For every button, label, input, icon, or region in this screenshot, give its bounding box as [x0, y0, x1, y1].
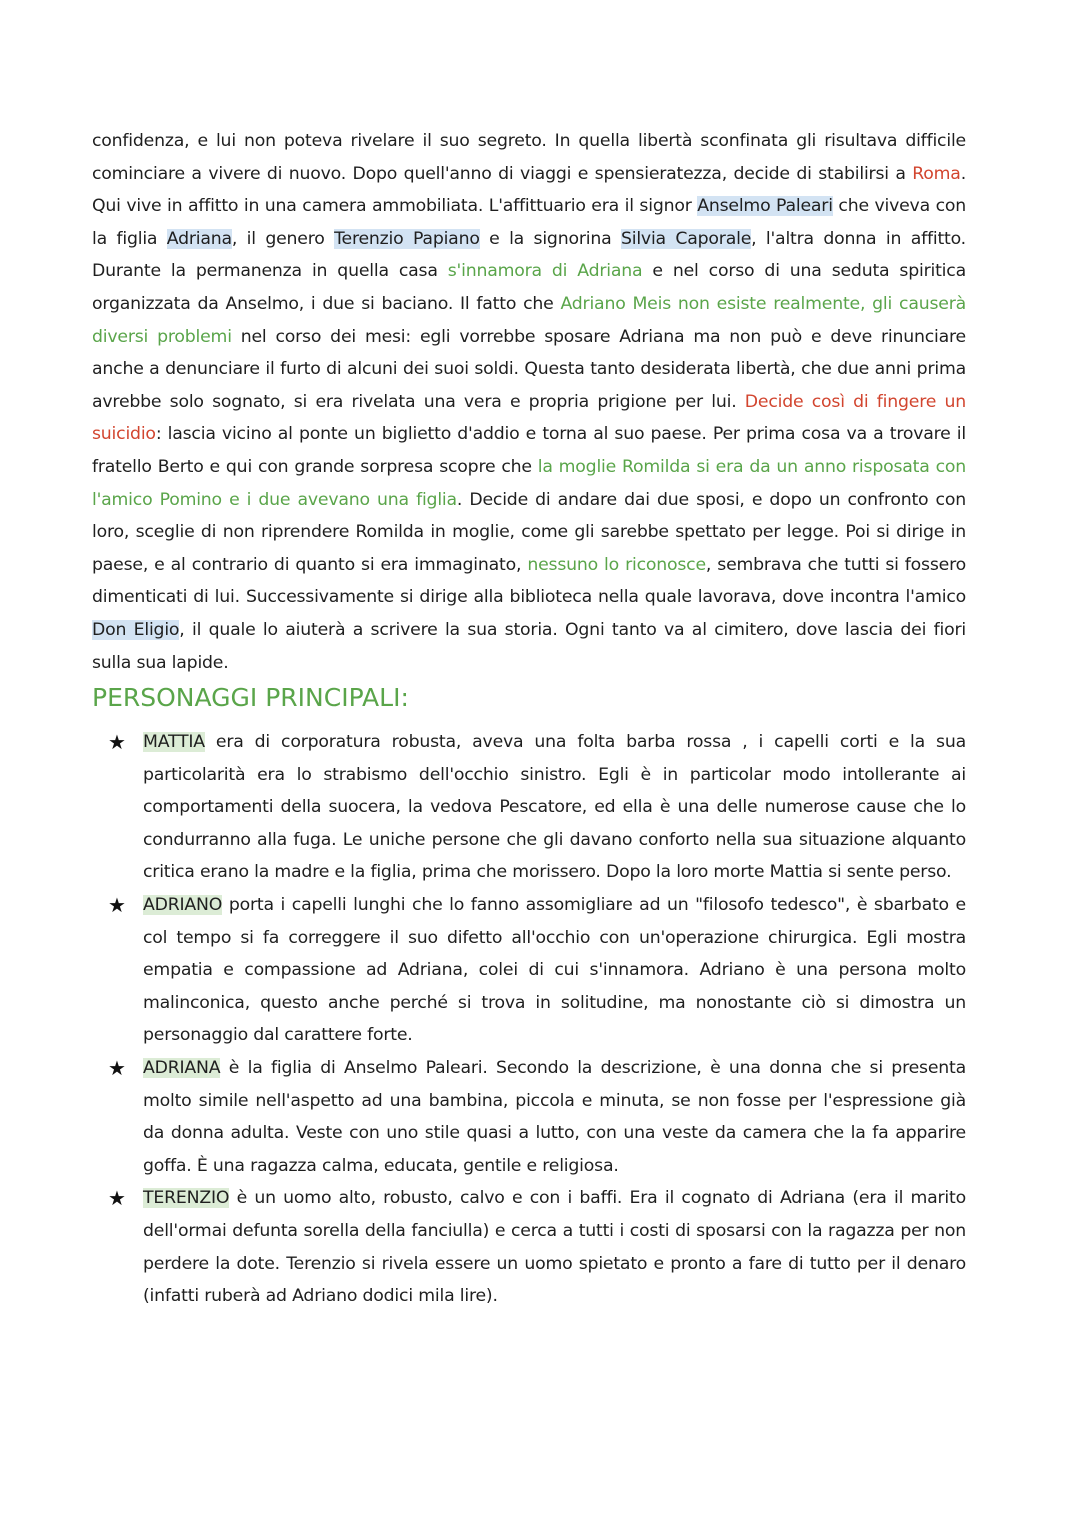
star-bullet-icon: ★ — [108, 730, 126, 754]
red-phrase-suicidio: Decide così di fingere un suicidio — [92, 391, 967, 445]
text-run: e la signorina — [479, 228, 621, 249]
character-item-adriana — [108, 1052, 966, 1182]
text-run: che viveva con la figlia — [92, 196, 966, 249]
green-phrase-moglie: la moglie Romilda si era da un anno risposata con l'amico Pomino e i due avevano una figlia — [92, 456, 966, 510]
text-run: . Qui vive in affitto in una camera ammobiliata. L'affittuario era il signor — [92, 163, 966, 217]
green-phrase-meis: Adriano Meis non esiste realmente, gli causerà diversi problemi — [92, 293, 966, 347]
text-run: : lascia vicino al ponte un biglietto d'addio e torna al suo paese. Per prima cosa va a trovare il fratello Berto e qui con grande sorpresa scopre che — [92, 424, 966, 477]
character-item-mattia — [108, 726, 966, 889]
star-bullet-icon: ★ — [108, 1186, 126, 1211]
character-item-adriano — [108, 889, 966, 1052]
text-run: e nel corso di una seduta spiritica organizzata da Anselmo, i due si baciano. Il fatto che — [92, 261, 966, 314]
character-item-terenzio — [108, 1182, 966, 1312]
character-name: MATTIA — [143, 732, 205, 752]
character-name: ADRIANA — [143, 1057, 221, 1078]
highlight-name-silvia: Silvia Caporale — [620, 228, 752, 249]
character-description: era di corporatura robusta, aveva una folta barba rossa , i capelli corti e la sua particolarità era lo strabismo dell'occhio sinistro. Egli è in particolar modo intollerante ai comportamenti della suocera, la vedova Pescatore, ed ella è una delle numerose cause che lo condurranno alla fuga. Le uniche persone che gli davano conforto nella sua situazione alquanto critica erano la madre e la figlia, prima che morissero. Dopo la loro morte Mattia si sente perso. — [143, 732, 966, 883]
green-phrase-nessuno: nessuno lo riconosce — [527, 554, 706, 575]
section-heading: PERSONAGGI PRINCIPALI: — [92, 683, 409, 712]
character-description: è un uomo alto, robusto, calvo e con i baffi. Era il cognato di Adriana (era il marito dell'ormai defunta sorella della fanciulla) e cerca a tutti i costi di sposarsi con la ragazza per non perdere la dote. Terenzio si rivela essere un uomo spietato e pronto a fare di tutto per il denaro (infatti ruberà ad Adriano dodici mila lire). — [143, 1188, 966, 1307]
text-run: , l'altra donna in affitto. Durante la permanenza in quella casa — [92, 228, 966, 282]
highlight-name-eligio: Don Eligio — [92, 619, 180, 640]
highlight-name-anselmo: Anselmo Paleari — [697, 196, 833, 217]
highlight-name-adriana: Adriana — [166, 228, 232, 249]
text-run: nel corso dei mesi: egli vorrebbe sposare Adriana ma non può e deve rinunciare anche a denunciare il furto di alcuni dei suoi soldi. Questa tanto desiderata libertà, che due anni prima avrebbe solo sognato, si era rivelata una vera e propria prigione per lui. — [92, 326, 966, 412]
text-run: . Decide di andare dai due sposi, e dopo un confronto con loro, sceglie di non riprendere Romilda in moglie, come gli sarebbe spettato per legge. Poi si dirige in paese, e al contrario di quanto si era immaginato, — [92, 489, 966, 575]
star-bullet-icon: ★ — [108, 892, 126, 917]
character-name: ADRIANO — [143, 894, 223, 915]
text-run: confidenza, e lui non poteva rivelare il suo segreto. In quella libertà sconfinata gli risultava difficile cominciare a vivere di nuovo. Dopo quell'anno di viaggi e spensieratezza, decide di stabilirsi a — [92, 131, 966, 184]
star-bullet-icon: ★ — [108, 1055, 126, 1080]
character-description: è la figlia di Anselmo Paleari. Secondo la descrizione, è una donna che si presenta molto simile nell'aspetto ad una bambina, piccola e minuta, se non fosse per l'espressione già da donna adulta. Veste con uno stile quasi a lutto, con una veste da camera che la fa apparire goffa. È una ragazza calma, educata, gentile e religiosa. — [143, 1057, 966, 1176]
character-name: TERENZIO — [143, 1188, 230, 1209]
green-phrase-innamora: s'innamora di Adriana — [447, 261, 643, 282]
text-run: , sembrava che tutti si fossero dimenticati di lui. Successivamente si dirige alla biblioteca nella quale lavorava, dove incontra l'amico — [92, 554, 966, 608]
highlight-name-terenzio: Terenzio Papiano — [334, 228, 480, 249]
text-run: , il genero — [231, 228, 335, 249]
highlight-place-roma: Roma — [912, 163, 961, 184]
plot-paragraph — [92, 125, 966, 679]
character-description: porta i capelli lunghi che lo fanno assomigliare ad un "filosofo tedesco", è sbarbato e col tempo si fa correggere il suo difetto all'occhio con un'operazione chirurgica. Egli mostra empatia e compassione ad Adriana, colei di cui s'innamora. Adriano è una persona molto malinconica, questo anche perché si trova in solitudine, ma nonostante ciò si dimostra un personaggio dal carattere forte. — [143, 894, 966, 1046]
characters-list — [108, 726, 966, 1313]
text-run: , il quale lo aiuterà a scrivere la sua storia. Ogni tanto va al cimitero, dove lascia dei fiori sulla sua lapide. — [92, 619, 966, 673]
